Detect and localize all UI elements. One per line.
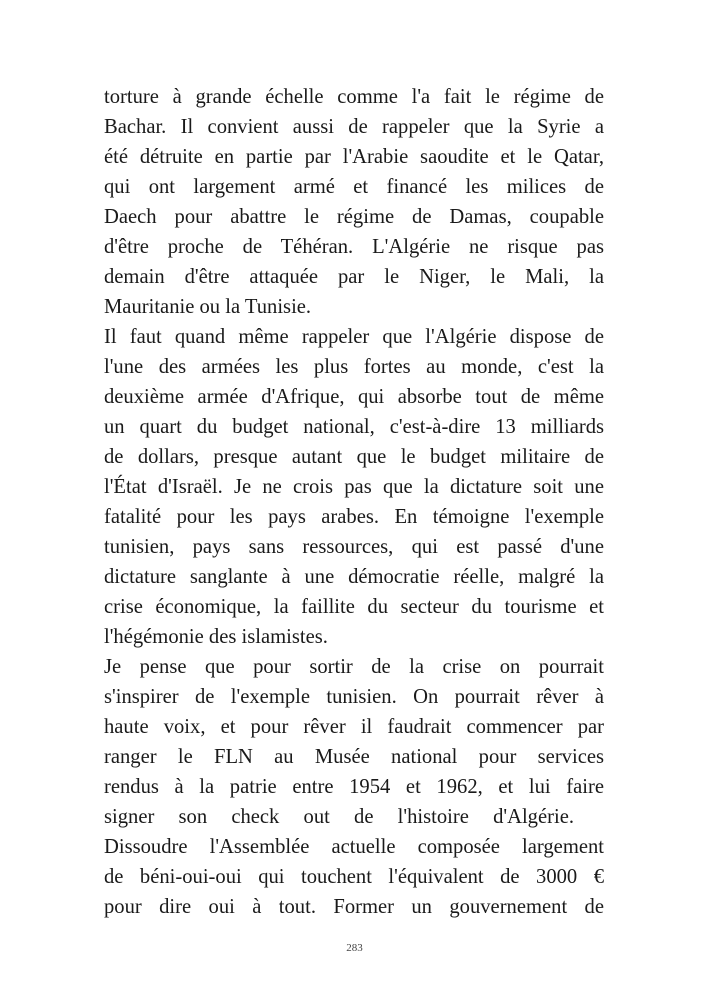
text-line: de dollars, presque autant que le budget militaire de: [104, 446, 604, 468]
text-line: l'hégémonie des islamistes.: [104, 626, 328, 648]
text-line: ranger le FLN au Musée national pour services: [104, 746, 604, 768]
text-line: crise économique, la faillite du secteur du tourisme et: [104, 596, 604, 618]
text-line: l'État d'Israël. Je ne crois pas que la dictature soit une: [104, 476, 604, 498]
text-line: fatalité pour les pays arabes. En témoigne l'exemple: [104, 506, 604, 528]
text-line: rendus à la patrie entre 1954 et 1962, et lui faire: [104, 776, 604, 798]
text-line: deuxième armée d'Afrique, qui absorbe tout de même: [104, 386, 604, 408]
text-line: haute voix, et pour rêver il faudrait commencer par: [104, 716, 604, 738]
text-line: torture à grande échelle comme l'a fait le régime de: [104, 86, 604, 108]
text-line: Bachar. Il convient aussi de rappeler que la Syrie a: [104, 116, 604, 138]
text-line: pour dire oui à tout. Former un gouvernement de: [104, 896, 604, 918]
text-line: un quart du budget national, c'est-à-dire 13 milliards: [104, 416, 604, 438]
text-line: été détruite en partie par l'Arabie saoudite et le Qatar,: [104, 146, 604, 168]
paragraph: [104, 82, 604, 322]
text-line: qui ont largement armé et financé les milices de: [104, 176, 604, 198]
text-line: Daech pour abattre le régime de Damas, coupable: [104, 206, 604, 228]
text-line: dictature sanglante à une démocratie réelle, malgré la: [104, 566, 604, 588]
paragraph: [104, 832, 604, 922]
text-line: d'être proche de Téhéran. L'Algérie ne risque pas: [104, 236, 604, 258]
text-line: Je pense que pour sortir de la crise on pourrait: [104, 656, 604, 678]
text-line: Mauritanie ou la Tunisie.: [104, 296, 312, 318]
body-text: [104, 82, 604, 922]
text-line: demain d'être attaquée par le Niger, le Mali, la: [104, 266, 604, 288]
page-number: 283: [346, 942, 363, 954]
text-line: l'une des armées les plus fortes au monde, c'est la: [104, 356, 604, 378]
text-line: s'inspirer de l'exemple tunisien. On pourrait rêver à: [104, 686, 604, 708]
paragraph: [104, 652, 604, 832]
text-line: tunisien, pays sans ressources, qui est passé d'une: [104, 536, 604, 558]
text-line: Il faut quand même rappeler que l'Algérie dispose de: [104, 326, 604, 348]
text-line: de béni-oui-oui qui touchent l'équivalent de 3000 €: [104, 866, 604, 888]
paragraph: [104, 322, 604, 652]
text-line: signer son check out de l'histoire d'Algérie.: [104, 806, 574, 828]
text-line: Dissoudre l'Assemblée actuelle composée largement: [104, 836, 604, 858]
